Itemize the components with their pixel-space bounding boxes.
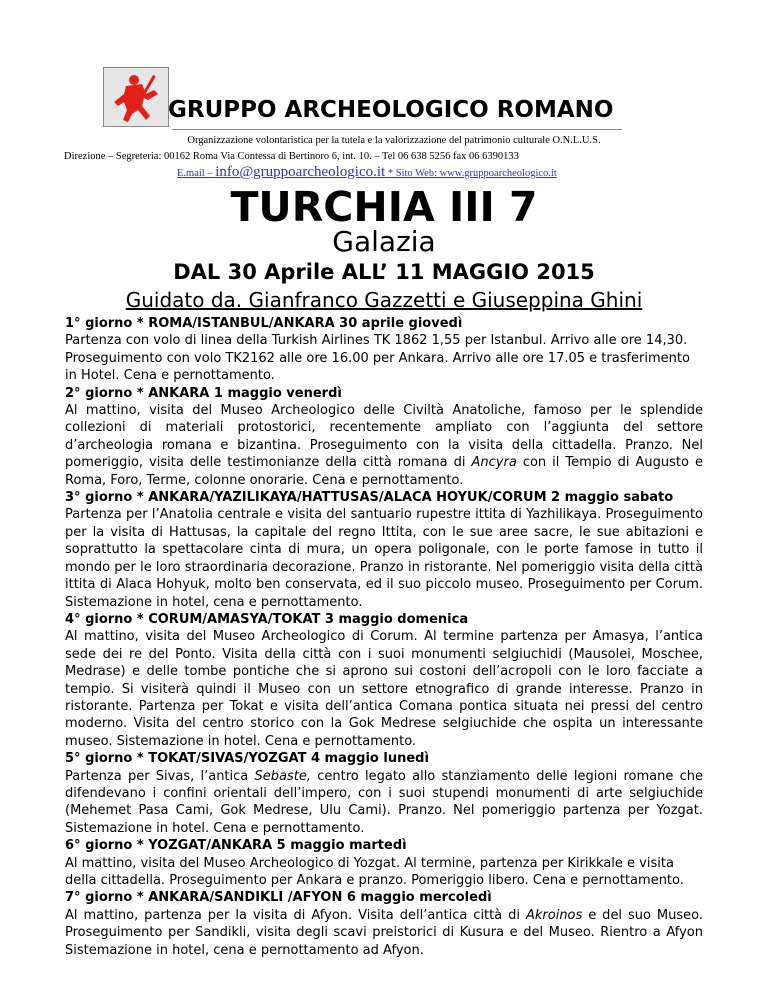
tour-subtitle: Galazia	[332, 225, 436, 258]
header-divider	[172, 129, 622, 130]
email-label: E.mail –	[177, 168, 216, 179]
day-description: Al mattino, visita del Museo Archeologico delle Civiltà Anatoliche, famoso per le splendide collezioni di materiali protostorici, recentemente ampliato con l’aggiunta del settore d’archeologia romana e bizantina. Proseguimento con la visita della cittadella. Pranzo. Nel pomeriggio, visita delle testimonianze della città romana di Ancyra con il Tempio di Augusto e Roma, Foro, Terme, colonne onorarie. Cena e pernottamento.	[65, 403, 703, 488]
day-heading: 4° giorno * CORUM/AMASYA/TOKAT 3 maggio domenica	[65, 611, 469, 627]
day-heading: 2° giorno * ANKARA 1 maggio venerdì	[65, 385, 342, 401]
organization-logo	[103, 67, 169, 127]
address-line: Direzione – Segreteria: 00162 Roma Via Contessa di Bertinoro 6, int. 10. – Tel 06 638 5256 fax 06 6390133	[64, 151, 519, 162]
organization-name: GRUPPO ARCHEOLOGICO ROMANO	[168, 97, 614, 123]
tour-title: TURCHIA III 7	[230, 183, 538, 231]
contact-line	[0, 164, 768, 181]
day-description: Partenza con volo di linea della Turkish Airlines TK 1862 1,55 per Istanbul. Arrivo alle ore 14,30. Proseguimento con volo TK2162 alle ore 16.00 per Ankara. Arrivo alle ore 17.05 e trasferimento in Hotel. Cena e pernottamento.	[65, 333, 690, 384]
day-heading: 6° giorno * YOZGAT/ANKARA 5 maggio martedì	[65, 838, 407, 854]
organization-tagline: Organizzazione volontaristica per la tutela e la valorizzazione del patrimonio culturale O.N.L.U.S.	[187, 135, 601, 146]
day-description: Al mattino, visita del Museo Archeologico di Yozgat. Al termine, partenza per Kirikkale e visita della cittadella. Proseguimento per Ankara e pranzo. Pomeriggio libero. Cena e pernottamento.	[65, 855, 684, 888]
day-description: Partenza per Sivas, l’antica Sebaste, centro legato allo stanziamento delle legioni romane che difendevano i confini orientali dell’impero, con i suoi stupendi monumenti di arte selgiuchide (Mehemet Pasa Cami, Gok Medrese, Ulu Cami). Pranzo. Nel pomeriggio partenza per Yozgat. Sistemazione in hotel. Cena e pernottamento.	[65, 768, 703, 836]
day-description: Partenza per l’Anatolia centrale e visita del santuario rupestre ittita di Yazhilikaya. Proseguimento per la visita di Hattusas, la capitale del regno Ittita, con le sue aree sacre, le sue abitazioni e soprattutto la spettacolare cinta di mura, un opera poligonale, con le porte famose in tutto il mondo per le loro straordinaria decorazione. Pranzo in ristorante. Nel pomeriggio visita della città ittita di Alaca Hohyuk, molto ben conservata, ed il suo piccolo museo. Proseguimento per Corum. Sistemazione in hotel, cena e pernottamento.	[65, 507, 703, 610]
tour-guides: Guidato da. Gianfranco Gazzetti e Giuseppina Ghini	[125, 288, 643, 312]
email-link[interactable]: info@gruppoarcheologico.it	[215, 164, 386, 180]
tour-dates: DAL 30 Aprile ALL’ 11 MAGGIO 2015	[173, 260, 595, 284]
day-heading: 3° giorno * ANKARA/YAZILIKAYA/HATTUSAS/ALACA HOYUK/CORUM 2 maggio sabato	[65, 490, 674, 506]
day-description: Al mattino, visita del Museo Archeologico di Corum. Al termine partenza per Amasya, l’antica sede dei re del Ponto. Visita della città con i suoi monumenti selgiuchidi (Mausolei, Moschee, Medrase) e delle tombe pontiche che si aprono sui costoni dell’acropoli con le loro facciate a tempio. Si visiterà quindi il Museo con un settore etnografico di grande interesse. Pranzo in ristorante. Partenza per Tokat e visita dell’antica Comana pontica situata nei pressi del centro moderno. Visita del centro storico con la Gok Medrese selgiuchide che ospita un interessante museo. Sistemazione in hotel. Cena e pernottamento.	[65, 629, 703, 749]
archaeologist-figure-icon	[104, 68, 168, 126]
day-heading: 7° giorno * ANKARA/SANDIKLI /AFYON 6 maggio mercoledì	[65, 890, 492, 906]
itinerary	[65, 315, 703, 959]
website-link[interactable]: * Sito Web: www.gruppoarcheologico.it	[385, 168, 557, 179]
day-heading: 5° giorno * TOKAT/SIVAS/YOZGAT 4 maggio lunedì	[65, 751, 429, 767]
day-heading: 1° giorno * ROMA/ISTANBUL/ANKARA 30 aprile giovedì	[65, 316, 463, 331]
day-description: Al mattino, partenza per la visita di Afyon. Visita dell’antica città di Akroinos e del suo Museo. Proseguimento per Sandikli, visita degli scavi preistorici di Kusura e del Museo. Rientro a Afyon Sistemazione in hotel, cena e pernottamento ad Afyon.	[65, 907, 703, 958]
